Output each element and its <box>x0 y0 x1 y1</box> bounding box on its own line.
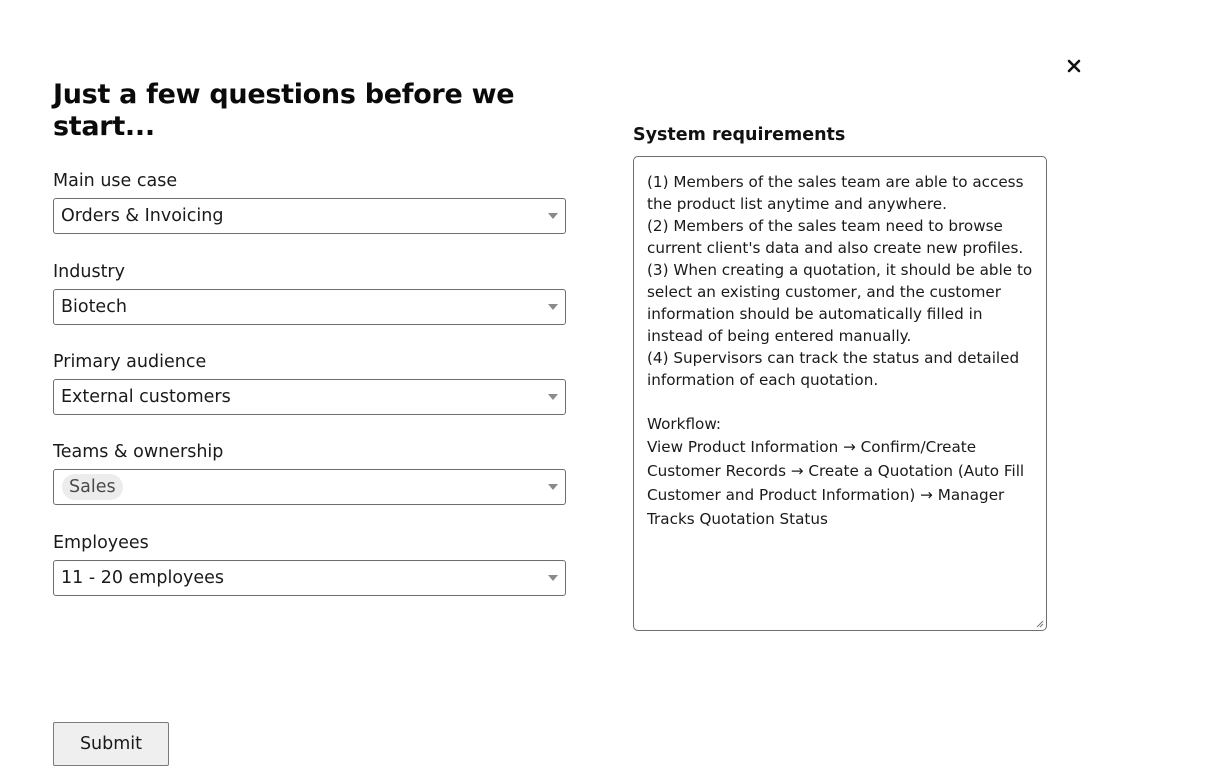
team-chip-sales[interactable]: Sales <box>62 474 123 500</box>
submit-button[interactable]: Submit <box>53 722 169 766</box>
chevron-down-icon <box>548 484 558 490</box>
primary-audience-value: External customers <box>61 387 231 407</box>
close-icon <box>1062 54 1086 78</box>
employees-label: Employees <box>53 533 149 553</box>
chevron-down-icon <box>548 304 558 310</box>
teams-ownership-label: Teams & ownership <box>53 442 224 462</box>
page-title: Just a few questions before we start... <box>53 79 515 142</box>
main-use-case-value: Orders & Invoicing <box>61 206 224 226</box>
requirement-line: (3) When creating a quotation, it should be able to select an existing customer, and the customer information should be automatically filled in instead of being entered manually. <box>647 261 1033 345</box>
close-button[interactable] <box>1062 54 1086 78</box>
chevron-down-icon <box>548 394 558 400</box>
requirement-line: (4) Supervisors can track the status and detailed information of each quotation. <box>647 349 1020 389</box>
chevron-down-icon <box>548 575 558 581</box>
requirement-line: (1) Members of the sales team are able to access the product list anytime and anywhere. <box>647 173 1024 213</box>
workflow-text: View Product Information → Confirm/Create Customer Records → Create a Quotation (Auto Fill Customer and Product Information) → Manager Tracks Quotation Status <box>647 438 1025 528</box>
blank-line <box>647 391 1036 413</box>
industry-label: Industry <box>53 262 125 282</box>
industry-value: Biotech <box>61 297 127 317</box>
requirement-line: (2) Members of the sales team need to browse current client's data and also create new profiles. <box>647 217 1024 257</box>
employees-select[interactable] <box>53 560 566 596</box>
system-requirements-label: System requirements <box>633 125 846 145</box>
workflow-label: Workflow: <box>647 415 722 433</box>
chevron-down-icon <box>548 213 558 219</box>
teams-ownership-select[interactable] <box>53 469 566 505</box>
main-use-case-select[interactable] <box>53 198 566 234</box>
industry-select[interactable] <box>53 289 566 325</box>
main-use-case-label: Main use case <box>53 171 178 191</box>
resize-handle-icon[interactable] <box>1035 619 1044 628</box>
employees-value: 11 - 20 employees <box>61 568 225 588</box>
primary-audience-label: Primary audience <box>53 352 207 372</box>
system-requirements-textarea[interactable] <box>633 156 1047 631</box>
primary-audience-select[interactable] <box>53 379 566 415</box>
